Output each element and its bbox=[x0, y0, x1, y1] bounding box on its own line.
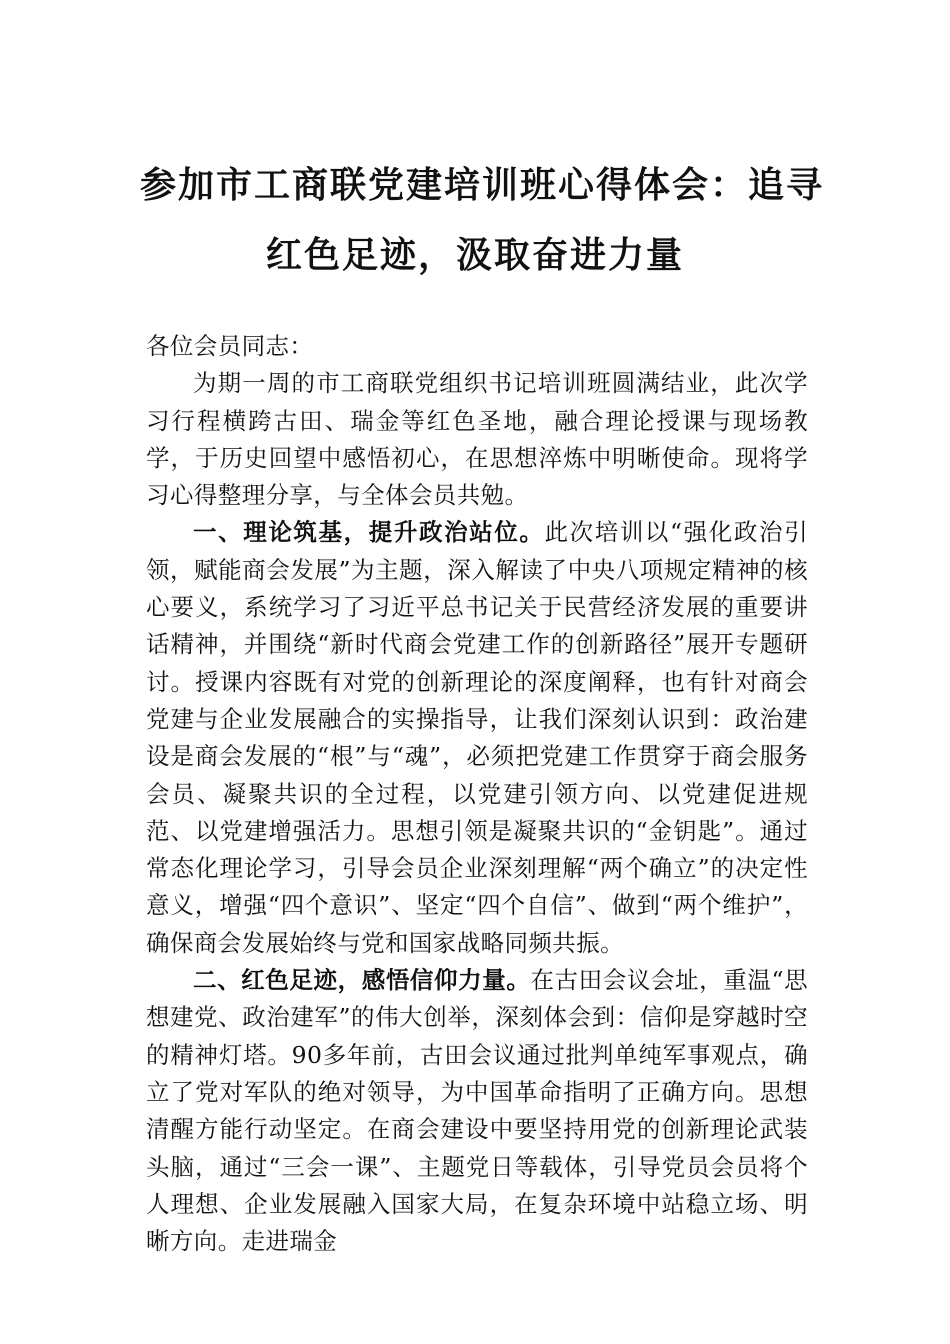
section-text-1: 此次培训以“强化政治引领，赋能商会发展”为主题，深入解读了中央八项规定精神的核心要义，系统学习了习近平总书记关于民营经济发展的重要讲话精神，并围绕“新时代商会党建工作的创新路径”展开专题研讨。授课内容既有对党的创新理论的深度阐释，也有针对商会党建与企业发展融合的实操指导，让我们深刻认识到：政治建设是商会发展的“根”与“魂”，必须把党建工作贯穿于商会服务会员、凝聚共识的全过程，以党建引领方向、以党建促进规范、以党建增强活力。思想引领是凝聚共识的“金钥匙”。通过常态化理论学习，引导会员企业深刻理解“两个确立”的决定性意义，增强“四个意识”、坚定“四个自信”、做到“两个维护”，确保商会发展始终与党和国家战略同频共振。 bbox=[146, 518, 808, 957]
section-paragraph-1 bbox=[146, 514, 808, 962]
document-title-line-2: 红色足迹，汲取奋进力量 bbox=[265, 234, 684, 276]
intro-paragraph: 为期一周的市工商联党组织书记培训班圆满结业，此次学习行程横跨古田、瑞金等红色圣地，融合理论授课与现场教学，于历史回望中感悟初心，在思想淬炼中明晰使命。现将学习心得整理分享，与全体会员共勉。 bbox=[146, 369, 808, 510]
section-heading-2: 二、红色足迹，感悟信仰力量。 bbox=[193, 966, 531, 995]
salutation: 各位会员同志： bbox=[146, 332, 314, 360]
document-title-line-1: 参加市工商联党建培训班心得体会：追寻 bbox=[140, 164, 825, 206]
section-heading-1: 一、理论筑基，提升政治站位。 bbox=[193, 518, 545, 547]
section-paragraph-2 bbox=[146, 962, 808, 1260]
section-text-2: 在古田会议会址，重温“思想建党、政治建军”的伟大创举，深刻体会到：信仰是穿越时空的精神灯塔。90多年前，古田会议通过批判单纯军事观点，确立了党对军队的绝对领导，为中国革命指明了正确方向。思想清醒方能行动坚定。在商会建设中要坚持用党的创新理论武装头脑，通过“三会一课”、主题党日等载体，引导党员会员将个人理想、企业发展融入国家大局，在复杂环境中站稳立场、明晰方向。走进瑞金 bbox=[146, 966, 808, 1256]
document-body bbox=[146, 328, 808, 1260]
